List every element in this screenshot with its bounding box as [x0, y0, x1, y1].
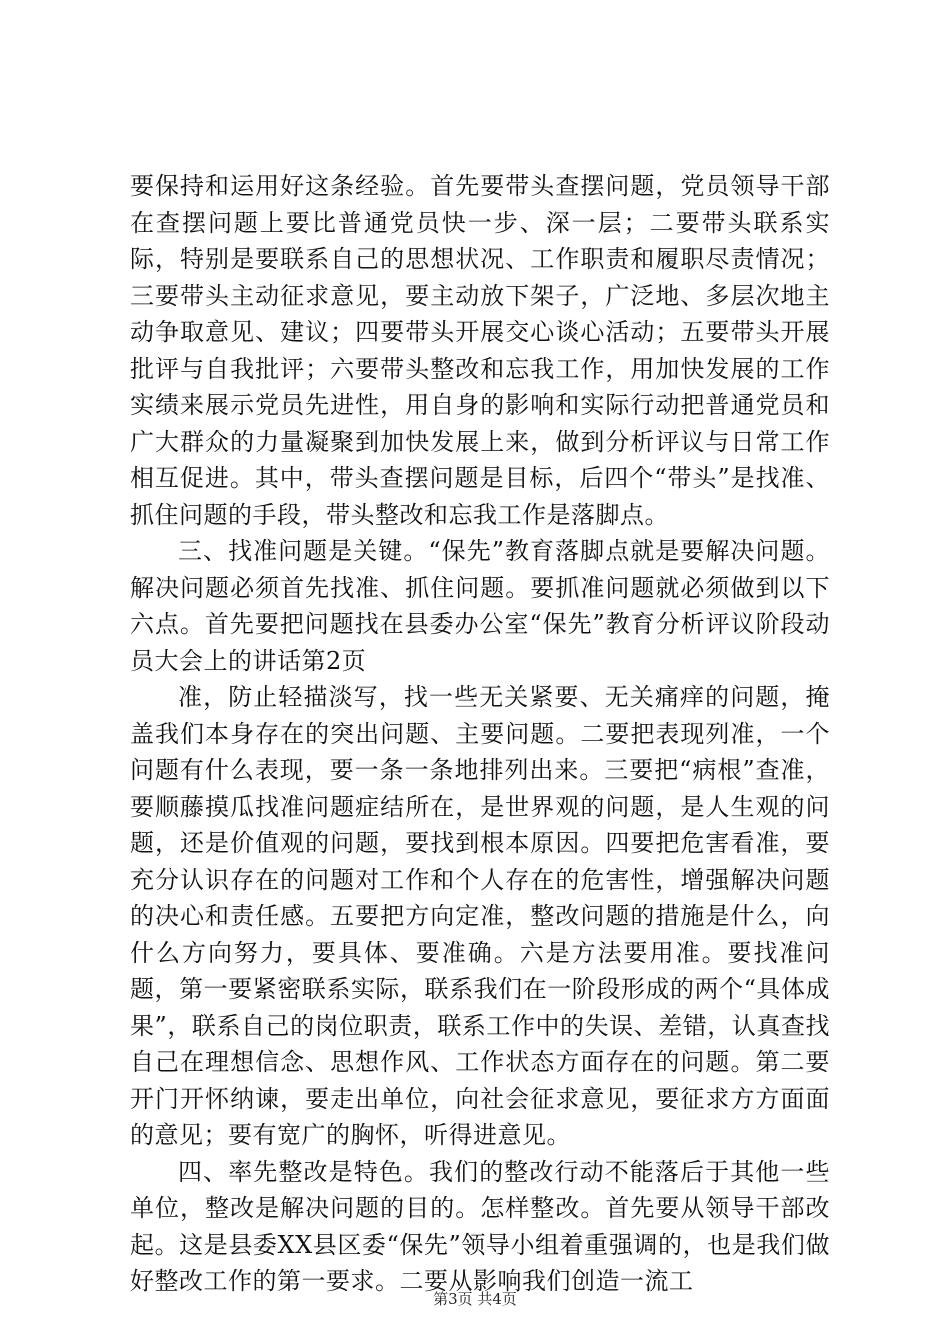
paragraph-section-three: 三、找准问题是关键。“保先”教育落脚点就是要解决问题。解决问题必须首先找准、抓住问题。要抓准问题就必须做到以下六点。首先要把问题找在县委办公室“保先”教育分析评议阶段动员大会上的讲话第2页	[130, 537, 830, 675]
page-number-footer: 第3页 共4页	[433, 1290, 517, 1308]
paragraph-section-four: 四、率先整改是特色。我们的整改行动不能落后于其他一些单位，整改是解决问题的目的。怎样整改。首先要从领导干部改起。这是县委XX县区委“保先”领导小组着重强调的，也是我们做好整改工作的第一要求。二要从影响我们创造一流工	[130, 1157, 830, 1295]
paragraph-continuation: 要保持和运用好这条经验。首先要带头查摆问题，党员领导干部在查摆问题上要比普通党员快一步、深一层；二要带头联系实际，特别是要联系自己的思想状况、工作职责和履职尽责情况；三要带头主动征求意见，要主动放下架子，广泛地、多层次地主动争取意见、建议；四要带头开展交心谈心活动；五要带头开展批评与自我批评；六要带头整改和忘我工作，用加快发展的工作实绩来展示党员先进性，用自身的影响和实际行动把普通党员和广大群众的力量凝聚到加快发展上来，做到分析评议与日常工作相互促进。其中，带头查摆问题是目标，后四个“带头”是找准、抓住问题的手段，带头整改和忘我工作是落脚点。	[130, 172, 830, 529]
paragraph-section-three-continued: 准，防止轻描淡写，找一些无关紧要、无关痛痒的问题，掩盖我们本身存在的突出问题、主要问题。二要把表现列准，一个问题有什么表现，要一条一条地排列出来。三要把“病根”查准，要顺藤摸瓜找准问题症结所在，是世界观的问题，是人生观的问题，还是价值观的问题，要找到根本原因。四要把危害看准，要充分认识存在的问题对工作和个人存在的危害性，增强解决问题的决心和责任感。五要把方向定准，整改问题的措施是什么，向什么方向努力，要具体、要准确。六是方法要用准。要找准问题，第一要紧密联系实际，联系我们在一阶段形成的两个“具体成果”，联系自己的岗位职责，联系工作中的失误、差错，认真查找自己在理想信念、思想作风、工作状态方面存在的问题。第二要开门开怀纳谏，要走出单位，向社会征求意见，要征求方方面面的意见；要有宽广的胸怀，听得进意见。	[130, 683, 830, 1149]
body-text	[130, 168, 830, 1300]
